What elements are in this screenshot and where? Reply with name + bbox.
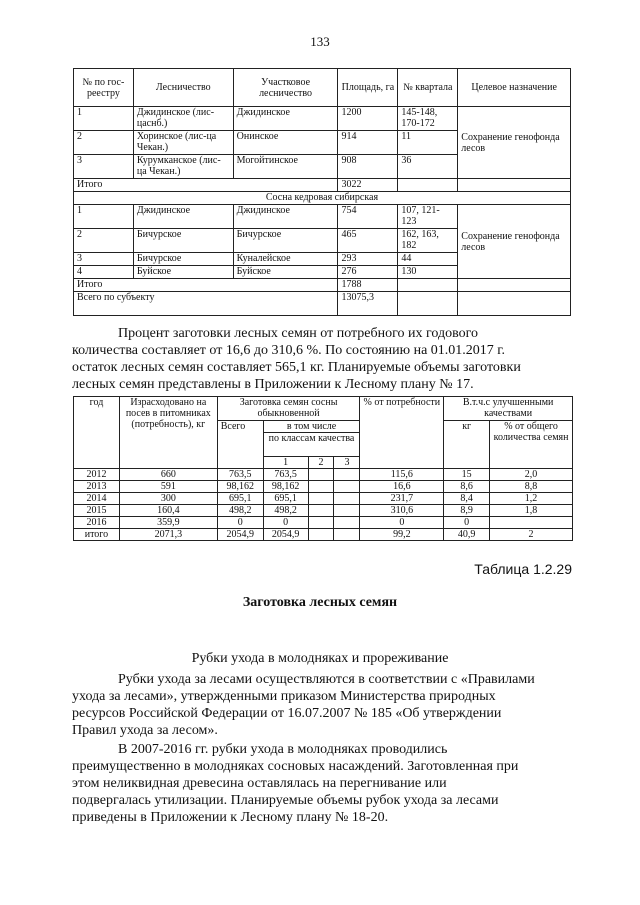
table-cell: 591 xyxy=(119,481,217,493)
table-cell: 359,9 xyxy=(119,517,217,529)
table-cell: Хоринское (лис-ца Чекан.) xyxy=(133,131,233,155)
paragraph-rules xyxy=(72,671,572,739)
table-cell: 2012 xyxy=(74,469,120,481)
table-cell: 300 xyxy=(119,493,217,505)
table-cell xyxy=(334,529,360,541)
total-value: 1788 xyxy=(338,279,398,292)
table-cell: 660 xyxy=(119,469,217,481)
header-cell: кг xyxy=(444,421,490,469)
table-cell: 145-148, 170-172 xyxy=(398,107,458,131)
table-cell: 8,8 xyxy=(490,481,573,493)
paragraph-seed-percent xyxy=(72,325,572,393)
purpose-cell: Сохранение генофонда лесов xyxy=(458,107,571,179)
header-cell: Заготовка семян сосны обыкновенной xyxy=(217,397,360,421)
page-number: 133 xyxy=(310,34,330,49)
table-row xyxy=(74,107,571,131)
table-cell: 1,2 xyxy=(490,493,573,505)
table-cell: 2 xyxy=(490,529,573,541)
section-row xyxy=(74,192,571,205)
table-cell: 2 xyxy=(74,229,134,253)
subsection-heading: Рубки ухода в молодняках и прореживание xyxy=(191,651,449,666)
table-cell xyxy=(308,493,334,505)
table-cell: 763,5 xyxy=(217,469,263,481)
header-cell: В.т.ч.с улучшенными качествами xyxy=(444,397,573,421)
header-cell: по классам качества xyxy=(263,433,360,457)
table-row xyxy=(74,493,573,505)
table-cell: 0 xyxy=(360,517,444,529)
table-cell xyxy=(308,481,334,493)
table-cell: 8,6 xyxy=(444,481,490,493)
table-cell: 3 xyxy=(74,155,134,179)
table-cell xyxy=(308,469,334,481)
table-row xyxy=(74,469,573,481)
table-cell: Бичурское xyxy=(133,253,233,266)
table-cell: 8,9 xyxy=(444,505,490,517)
header-cell: 2 xyxy=(308,457,334,469)
text-line: этом неликвидная древесина оставлялась на перегнивание или xyxy=(72,776,447,791)
table-cell xyxy=(398,292,458,316)
table-cell: 2 xyxy=(74,131,134,155)
table-cell: 99,2 xyxy=(360,529,444,541)
table-cell xyxy=(308,505,334,517)
table-row-total xyxy=(74,279,571,292)
table-cell: Буйское xyxy=(233,266,338,279)
header-cell: Целевое назначение xyxy=(458,69,571,107)
table-cell: Курумканское (лис-ца Чекан.) xyxy=(133,155,233,179)
text-line: количества составляет от 16,6 до 310,6 %. По состоянию на 01.01.2017 г. xyxy=(72,343,505,358)
text-line: подвергалась утилизации. Планируемые объемы рубок ухода за лесами xyxy=(72,793,499,808)
total-value: 3022 xyxy=(338,179,398,192)
table-caption: Таблица 1.2.29 xyxy=(474,561,572,577)
section-title: Сосна кедровая сибирская xyxy=(74,192,571,205)
table-cell: Могойтинское xyxy=(233,155,338,179)
grand-total-label: Всего по субъекту xyxy=(74,292,338,316)
table-row-total xyxy=(74,179,571,192)
table-cell: Джидинское xyxy=(233,107,338,131)
table-cell: 1 xyxy=(74,107,134,131)
table-cell: 310,6 xyxy=(360,505,444,517)
total-label: Итого xyxy=(74,279,338,292)
text-line: В 2007-2016 гг. рубки ухода в молодняках проводились xyxy=(118,742,448,757)
table-cell: 16,6 xyxy=(360,481,444,493)
table-cell: 1,8 xyxy=(490,505,573,517)
table-cell: 98,162 xyxy=(263,481,308,493)
table-cell: 754 xyxy=(338,205,398,229)
table-cell: 3 xyxy=(74,253,134,266)
table-cell xyxy=(334,505,360,517)
table-cell xyxy=(398,279,458,292)
table-cell: 0 xyxy=(217,517,263,529)
grand-total-value: 13075,3 xyxy=(338,292,398,316)
table-cell: 498,2 xyxy=(217,505,263,517)
table-cell: 2054,9 xyxy=(217,529,263,541)
table-cell: 1200 xyxy=(338,107,398,131)
table-header-row xyxy=(74,69,571,107)
header-cell: Израсходовано на посев в питомниках (потребность), кг xyxy=(119,397,217,469)
table-cell: 44 xyxy=(398,253,458,266)
header-cell: Всего xyxy=(217,421,263,469)
table-cell: 2016 xyxy=(74,517,120,529)
table-cell: 695,1 xyxy=(263,493,308,505)
table-cell: 763,5 xyxy=(263,469,308,481)
table-cell: 0 xyxy=(444,517,490,529)
paragraph-thinning xyxy=(72,741,572,826)
text-line: Процент заготовки лесных семян от потребного их годового xyxy=(118,326,479,341)
table-row xyxy=(74,517,573,529)
table-header-row xyxy=(74,397,573,421)
table-row xyxy=(74,505,573,517)
table-cell: 695,1 xyxy=(217,493,263,505)
table-cell: Бичурское xyxy=(233,229,338,253)
table-cell: 107, 121-123 xyxy=(398,205,458,229)
text-line: Правил ухода за лесом». xyxy=(72,723,218,738)
table-cell: 2,0 xyxy=(490,469,573,481)
text-line: Рубки ухода за лесами осуществляются в соответствии с «Правилами xyxy=(118,672,535,687)
table-cell: 465 xyxy=(338,229,398,253)
table-cell xyxy=(490,517,573,529)
table-cell: итого xyxy=(74,529,120,541)
table-cell: 2014 xyxy=(74,493,120,505)
table-cell xyxy=(334,493,360,505)
table-row-grand-total xyxy=(74,292,571,316)
table-cell: 2015 xyxy=(74,505,120,517)
header-cell: Участковое лесничество xyxy=(233,69,338,107)
table-cell xyxy=(334,469,360,481)
table-cell: 498,2 xyxy=(263,505,308,517)
table-cell: 115,6 xyxy=(360,469,444,481)
table-cell: 0 xyxy=(263,517,308,529)
header-cell: в том числе xyxy=(263,421,360,433)
table-cell: 908 xyxy=(338,155,398,179)
protected-areas-table xyxy=(73,68,571,316)
table-cell: 15 xyxy=(444,469,490,481)
header-cell: 1 xyxy=(263,457,308,469)
table-cell xyxy=(458,292,571,316)
table-cell: 293 xyxy=(338,253,398,266)
table-cell: Джидинское (лис-цаснб.) xyxy=(133,107,233,131)
text-line: лесных семян представлены в Приложении к Лесному плану № 17. xyxy=(72,377,474,392)
text-line: остаток лесных семян составляет 565,1 кг. Планируемые объемы заготовки xyxy=(72,360,521,375)
total-label: Итого xyxy=(74,179,338,192)
header-cell: % от потребности xyxy=(360,397,444,469)
header-cell: год xyxy=(74,397,120,469)
table-cell xyxy=(334,481,360,493)
text-line: приведены в Приложении к Лесному плану № 18-20. xyxy=(72,810,389,825)
table-row xyxy=(74,529,573,541)
table-cell: 2013 xyxy=(74,481,120,493)
table-cell xyxy=(398,179,458,192)
table-cell: Буйское xyxy=(133,266,233,279)
table-cell xyxy=(308,517,334,529)
table-cell xyxy=(308,529,334,541)
header-cell: № по гос-реестру xyxy=(74,69,134,107)
table-cell: 160,4 xyxy=(119,505,217,517)
text-line: преимущественно в молодняках сосновых насаждений. Заготовленная при xyxy=(72,759,519,774)
purpose-cell: Сохранение генофонда лесов xyxy=(458,205,571,279)
table-cell: 4 xyxy=(74,266,134,279)
seed-harvest-table xyxy=(73,396,573,541)
table-cell: Джидинское xyxy=(233,205,338,229)
table-cell: 8,4 xyxy=(444,493,490,505)
table-cell: Онинское xyxy=(233,131,338,155)
table-cell: 1 xyxy=(74,205,134,229)
table-row xyxy=(74,205,571,229)
table-cell xyxy=(334,517,360,529)
table-cell: 231,7 xyxy=(360,493,444,505)
table-cell: Бичурское xyxy=(133,229,233,253)
table-cell xyxy=(458,179,571,192)
header-cell: % от общего количества семян xyxy=(490,421,573,469)
header-cell: Лесничество xyxy=(133,69,233,107)
table-cell: 2071,3 xyxy=(119,529,217,541)
section-heading: Заготовка лесных семян xyxy=(242,595,398,610)
header-cell: № квартала xyxy=(398,69,458,107)
table-cell: 11 xyxy=(398,131,458,155)
table-cell: 276 xyxy=(338,266,398,279)
table-cell: 98,162 xyxy=(217,481,263,493)
table-cell: 36 xyxy=(398,155,458,179)
table-cell: 130 xyxy=(398,266,458,279)
table-cell: 162, 163, 182 xyxy=(398,229,458,253)
header-cell: 3 xyxy=(334,457,360,469)
table-row xyxy=(74,481,573,493)
table-cell: 914 xyxy=(338,131,398,155)
table-cell: 2054,9 xyxy=(263,529,308,541)
table-cell xyxy=(458,279,571,292)
header-cell: Площадь, га xyxy=(338,69,398,107)
table-cell: Джидинское xyxy=(133,205,233,229)
text-line: ресурсов Российской Федерации от 16.07.2007 № 185 «Об утверждении xyxy=(72,706,502,721)
table-cell: 40,9 xyxy=(444,529,490,541)
table-cell: Куналейское xyxy=(233,253,338,266)
text-line: ухода за лесами», утвержденными приказом Министерства природных xyxy=(72,689,496,704)
